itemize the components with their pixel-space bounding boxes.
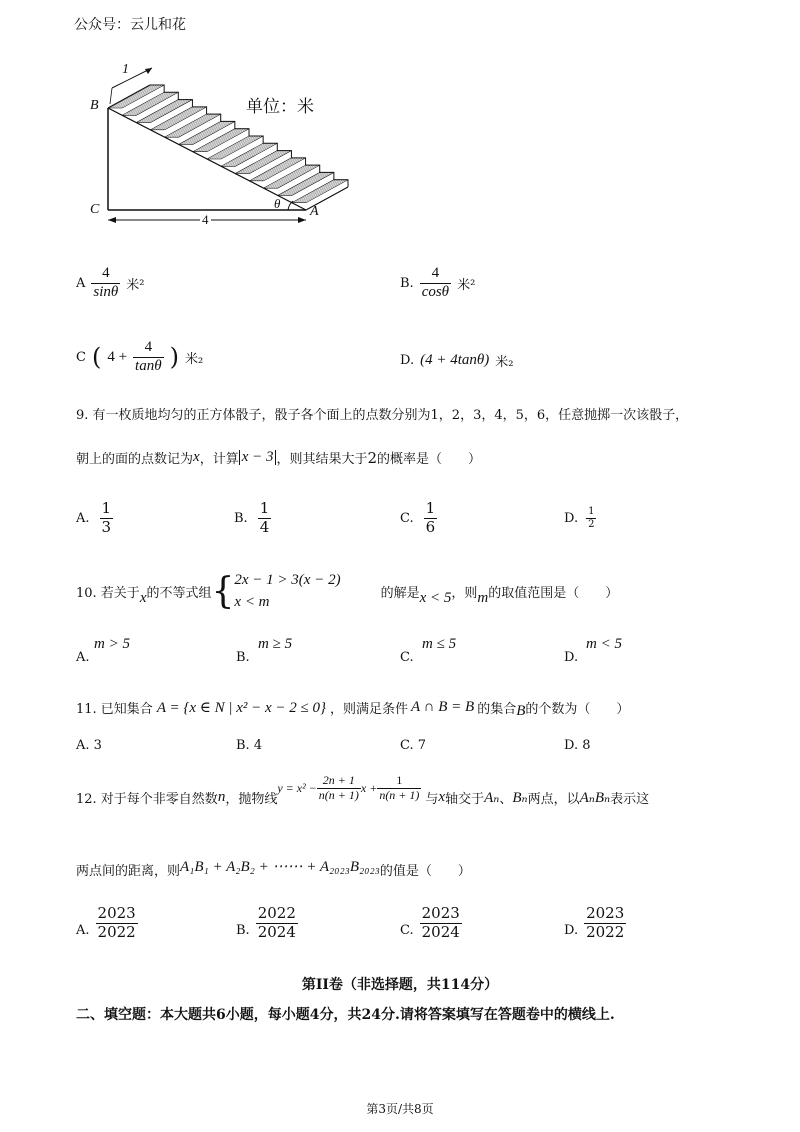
staircase-figure — [88, 60, 368, 235]
text: 与 — [425, 791, 439, 807]
numerator: 4 — [91, 265, 120, 283]
q12-option-b — [236, 900, 298, 946]
denominator: n(n + 1) — [379, 787, 420, 802]
option-letter: A. — [76, 650, 90, 665]
fraction-2 — [377, 774, 421, 803]
text: ，则其结果大于 — [276, 452, 368, 467]
option-letter: A. — [76, 510, 90, 526]
text: ，抛物线 — [225, 791, 278, 807]
denominator: 2022 — [97, 922, 136, 941]
option-value: 7 — [417, 738, 427, 753]
text: 的解是 — [380, 585, 420, 601]
option-letter: C. — [400, 510, 414, 526]
fraction — [420, 265, 451, 301]
denominator: 2022 — [586, 922, 625, 941]
numerator: 2023 — [421, 904, 460, 923]
q9-line2 — [76, 448, 481, 467]
condition: A ∩ B = B — [411, 698, 475, 715]
option-value: 3 — [93, 738, 102, 753]
numerator: 1 — [101, 499, 112, 518]
watermark: 公众号：云儿和花 — [74, 17, 186, 33]
text: 10. 若关于 — [76, 585, 140, 601]
expression: m < 5 — [586, 636, 622, 652]
text: ，则满足条件 — [330, 701, 409, 717]
text: 的概率是（ ） — [377, 452, 482, 467]
variable-m: m — [477, 589, 489, 606]
denominator: 3 — [101, 517, 112, 536]
numerator: 2022 — [257, 904, 296, 923]
option-letter: C. — [400, 650, 414, 665]
q8-option-b — [400, 258, 475, 308]
q12-options — [76, 900, 726, 946]
expression: m > 5 — [94, 636, 130, 652]
absolute-value: x − 3 — [239, 450, 277, 466]
text: 两点，以 — [527, 791, 580, 807]
fraction — [256, 905, 298, 941]
text: 的个数为（ ） — [525, 701, 630, 717]
text: 、 — [499, 791, 513, 807]
option-letter: D. — [564, 650, 579, 665]
denominator: n(n + 1) — [318, 787, 359, 802]
q12-option-c — [400, 900, 462, 946]
q9-options — [76, 496, 726, 540]
unit-label: 单位：米 — [246, 97, 314, 117]
text: 11. 已知集合 — [76, 701, 153, 717]
q11-option-c — [400, 738, 426, 753]
expression: m ≥ 5 — [258, 636, 293, 652]
q12-option-a — [76, 900, 138, 946]
denominator: 6 — [425, 517, 436, 536]
text: 的不等式组 — [146, 585, 212, 601]
sum-expression: A₁B₁ + A₂B₂ + ⋯⋯ + A₂₀₂₃B₂₀₂₃ — [180, 859, 380, 875]
unit: 米² — [457, 277, 476, 293]
section-fill-in-title: 二、填空题：本大题共6小题，每小题4分，共24分.请将答案填写在答题卷中的横线上. — [76, 1007, 615, 1023]
option-letter: B. — [234, 510, 248, 526]
option-letter: B. — [400, 275, 414, 291]
option-letter: A. — [76, 922, 90, 938]
equation-part: y = x² − — [277, 780, 317, 795]
unit: 米₂ — [184, 351, 204, 367]
variable-x: x — [193, 449, 200, 465]
option-letter: C. — [400, 738, 414, 753]
number: 2 — [367, 448, 378, 467]
option-letter: D. — [564, 922, 579, 938]
set-a: A = {x ∈ N | x² − x − 2 ≤ 0} — [156, 699, 327, 716]
text: 的集合 — [477, 701, 517, 717]
text: 两点间的距离，则 — [76, 864, 181, 879]
point-a-label: A — [310, 204, 319, 219]
fraction — [96, 905, 138, 941]
denominator: sinθ — [93, 283, 119, 300]
denominator: tanθ — [135, 357, 162, 374]
fraction — [91, 265, 120, 301]
q11-option-d — [564, 738, 591, 753]
text: ，则 — [451, 585, 478, 601]
text: 12. 对于每个非零自然数 — [76, 791, 218, 807]
q8-option-a — [76, 258, 144, 308]
q9-option-d — [564, 496, 596, 540]
unit: 米² — [126, 277, 145, 293]
numerator: 1 — [588, 506, 595, 517]
fraction — [420, 905, 462, 941]
q12-option-d — [564, 900, 626, 946]
q9-option-b — [234, 496, 271, 540]
expression: (4 + 4tanθ) — [420, 351, 490, 368]
option-letter: B. — [236, 922, 250, 938]
fraction — [100, 500, 114, 536]
text: 的值是（ ） — [379, 864, 471, 879]
q9-option-a — [76, 496, 113, 540]
fraction — [584, 905, 626, 941]
q8-option-d — [400, 345, 513, 375]
point-bn: Bₙ — [512, 789, 528, 806]
option-letter: C — [76, 349, 86, 365]
base-length-label: 4 — [202, 212, 209, 227]
q9-line1: 9. 有一枚质地均匀的正方体骰子，骰子各个面上的点数分别为1，2，3，4，5，6，任意抛掷一次该骰子， — [76, 408, 689, 423]
left-brace: { — [211, 570, 235, 612]
equation-part: x + — [360, 780, 378, 795]
point-b-label: B — [90, 98, 99, 113]
point-c-label: C — [90, 202, 100, 217]
option-letter: B. — [236, 650, 250, 665]
text: 轴交于 — [445, 791, 485, 807]
variable-x: x — [139, 589, 147, 606]
fraction — [586, 506, 596, 530]
page-number: 第3页/共8页 — [366, 1102, 434, 1116]
expression-prefix: 4 + — [107, 348, 128, 365]
variable-x: x — [438, 788, 446, 805]
variable-n: n — [217, 788, 226, 805]
right-paren: ) — [169, 343, 179, 371]
denominator: 2024 — [421, 922, 460, 941]
fraction-1 — [317, 774, 361, 803]
q10-line — [76, 566, 618, 616]
option-letter: A. — [76, 738, 90, 753]
fraction — [424, 500, 438, 536]
parabola-equation — [277, 774, 421, 803]
distance-anbn: AₙBₙ — [579, 789, 611, 806]
q11-line — [76, 690, 629, 724]
option-value: 4 — [253, 738, 263, 753]
q8-option-c — [76, 332, 203, 382]
numerator: 2023 — [97, 904, 136, 923]
numerator: 2023 — [586, 904, 625, 923]
point-an: Aₙ — [484, 789, 500, 806]
left-paren: ( — [91, 343, 102, 371]
unit: 米₂ — [495, 354, 514, 370]
option-value: 8 — [582, 738, 591, 753]
text: ，计算 — [199, 452, 239, 467]
option-letter: B. — [236, 738, 250, 753]
numerator: 1 — [377, 774, 421, 789]
fraction — [133, 339, 164, 375]
numerator: 2n + 1 — [317, 774, 361, 789]
option-letter: C. — [400, 922, 414, 938]
theta-label: θ — [274, 196, 281, 211]
staircase-diagram — [88, 60, 368, 235]
denominator: 2 — [588, 518, 595, 530]
inequality-system — [234, 569, 340, 614]
q11-option-b — [236, 738, 262, 753]
inequality-2: x < m — [234, 594, 270, 610]
q12-line1 — [76, 772, 649, 822]
text: 朝上的面的点数记为 — [76, 452, 194, 467]
text: 的取值范围是（ ） — [488, 585, 619, 601]
numerator: 4 — [133, 339, 164, 357]
numerator: 1 — [259, 499, 270, 518]
denominator: 2024 — [257, 922, 296, 941]
q12-line2 — [76, 860, 471, 879]
solution: x < 5 — [419, 589, 452, 606]
option-letter: A — [76, 275, 86, 291]
q10-options — [76, 634, 726, 668]
denominator: cosθ — [421, 283, 450, 300]
part2-title: 第II卷（非选择题，共114分） — [301, 977, 499, 993]
inequality-1: 2x − 1 > 3(x − 2) — [234, 571, 341, 588]
variable-b: B — [516, 702, 526, 719]
width-label: 1 — [122, 62, 129, 77]
option-letter: D. — [564, 510, 579, 526]
q11-option-a — [76, 738, 102, 753]
q9-option-c — [400, 496, 437, 540]
option-letter: D. — [400, 352, 415, 368]
text: 表示这 — [610, 791, 650, 807]
denominator: 4 — [259, 517, 270, 536]
fraction — [258, 500, 272, 536]
option-letter: D. — [564, 738, 579, 753]
q11-options — [76, 738, 726, 758]
numerator: 1 — [425, 499, 436, 518]
expression: m ≤ 5 — [422, 636, 457, 652]
numerator: 4 — [420, 265, 451, 283]
